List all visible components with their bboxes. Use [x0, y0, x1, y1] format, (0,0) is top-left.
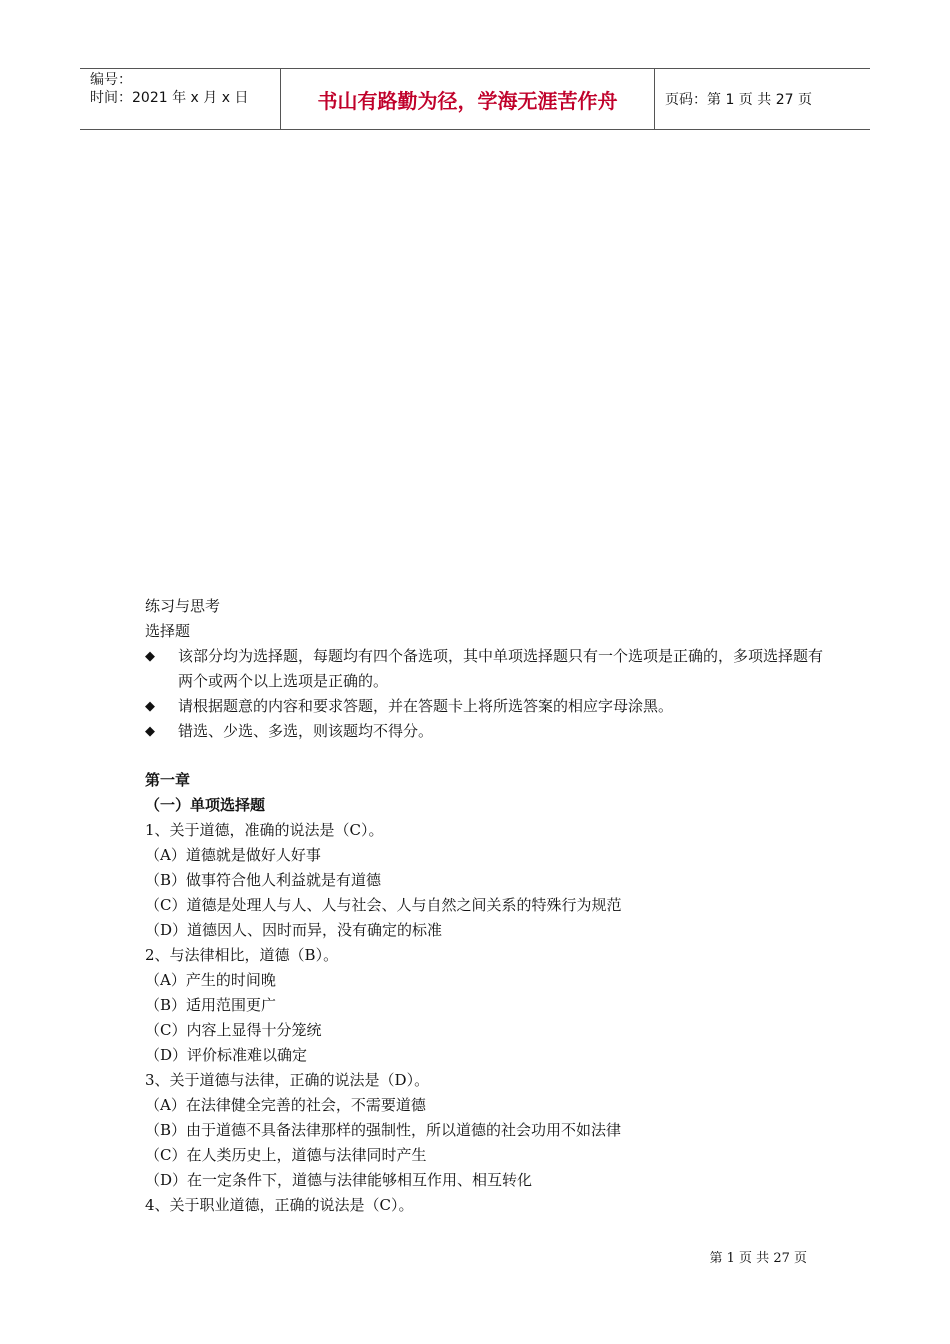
- answer-option: （A）道德就是做好人好事: [145, 846, 321, 864]
- answer-option: （A）在法律健全完善的社会，不需要道德: [145, 1096, 426, 1114]
- header-time-label: 时间：2021 年 x 月 x 日: [90, 90, 249, 106]
- instruction-item: [145, 694, 825, 719]
- answer-option: （C）内容上显得十分笼统: [145, 1021, 322, 1039]
- question-text: 3、关于道德与法律，正确的说法是（D）。: [145, 1071, 430, 1089]
- answer-option: （A）产生的时间晚: [145, 971, 276, 989]
- header-meta: [80, 69, 281, 129]
- question-text: 2、与法律相比，道德（B）。: [145, 946, 339, 964]
- question-section-title: （一）单项选择题: [145, 796, 266, 814]
- answer-option: （C）在人类历史上，道德与法律同时产生: [145, 1146, 427, 1164]
- answer-option: （D）评价标准难以确定: [145, 1046, 308, 1064]
- question-text: 1、关于道德，准确的说法是（C）。: [145, 821, 384, 839]
- document-body: [145, 594, 825, 1218]
- instruction-item: [145, 719, 825, 744]
- header-number-label: 编号：: [90, 72, 132, 88]
- section-subtitle: 选择题: [145, 622, 191, 640]
- header-motto: 书山有路勤为径，学海无涯苦作舟: [281, 69, 655, 129]
- diamond-bullet-icon: ◆: [145, 699, 155, 714]
- section-title: 练习与思考: [145, 597, 221, 615]
- answer-option: （D）在一定条件下，道德与法律能够相互作用、相互转化: [145, 1171, 533, 1189]
- answer-option: （B）做事符合他人利益就是有道德: [145, 871, 382, 889]
- diamond-bullet-icon: ◆: [145, 724, 155, 739]
- page-footer: 第 1 页 共 27 页: [709, 1251, 807, 1266]
- answer-option: （C）道德是处理人与人、人与社会、人与自然之间关系的特殊行为规范: [145, 896, 622, 914]
- instruction-text: 错选、少选、多选，则该题均不得分。: [178, 722, 434, 740]
- chapter-title: 第一章: [145, 771, 191, 789]
- instruction-text: 请根据题意的内容和要求答题，并在答题卡上将所选答案的相应字母涂黑。: [178, 697, 674, 715]
- instruction-item: [145, 644, 825, 694]
- answer-option: （B）适用范围更广: [145, 996, 277, 1014]
- answer-option: （B）由于道德不具备法律那样的强制性，所以道德的社会功用不如法律: [145, 1121, 622, 1139]
- page-header: [80, 68, 870, 130]
- diamond-bullet-icon: ◆: [145, 649, 155, 664]
- header-page-label: 页码：第 1 页 共 27 页: [665, 92, 812, 108]
- question-text: 4、关于职业道德，正确的说法是（C）。: [145, 1196, 414, 1214]
- instruction-text: 该部分均为选择题，每题均有四个备选项，其中单项选择题只有一个选项是正确的，多项选择题有两个或两个以上选项是正确的。: [178, 647, 824, 690]
- answer-option: （D）道德因人、因时而异，没有确定的标准: [145, 921, 443, 939]
